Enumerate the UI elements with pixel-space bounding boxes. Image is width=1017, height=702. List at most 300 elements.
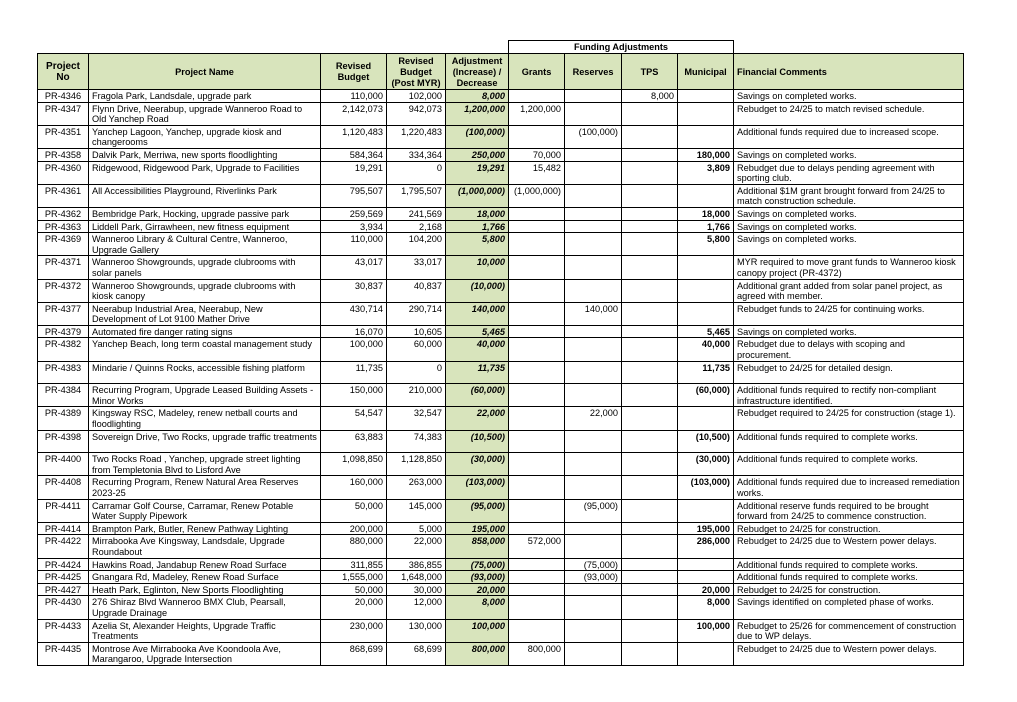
cell-tps (622, 207, 678, 220)
cell-project-name: Wanneroo Library & Cultural Centre, Wanneroo, Upgrade Gallery (89, 233, 321, 256)
cell-financial-comment: Savings on completed works. (734, 233, 964, 256)
cell-revised-budget-myr: 68,699 (387, 642, 446, 665)
cell-financial-comment: Additional funds required due to increased scope. (734, 125, 964, 148)
cell-project-name: Automated fire danger rating signs (89, 325, 321, 338)
cell-grants (509, 596, 565, 619)
cell-tps (622, 325, 678, 338)
cell-revised-budget-myr: 32,547 (387, 407, 446, 430)
cell-revised-budget: 50,000 (321, 499, 387, 522)
cell-municipal (678, 558, 734, 571)
cell-tps (622, 571, 678, 584)
cell-tps (622, 220, 678, 233)
cell-adjustment: (60,000) (446, 384, 509, 407)
cell-revised-budget-myr: 210,000 (387, 384, 446, 407)
cell-project-name: Flynn Drive, Neerabup, upgrade Wanneroo Road to Old Yanchep Road (89, 102, 321, 125)
cell-adjustment: 800,000 (446, 642, 509, 665)
cell-municipal (678, 642, 734, 665)
cell-grants (509, 302, 565, 325)
cell-reserves (565, 338, 622, 361)
cell-project-no: PR-4389 (38, 407, 89, 430)
cell-revised-budget: 11,735 (321, 361, 387, 384)
cell-revised-budget: 110,000 (321, 233, 387, 256)
col-header-project-no: Project No (38, 54, 89, 90)
cell-project-name: Mindarie / Quinns Rocks, accessible fishing platform (89, 361, 321, 384)
cell-financial-comment: Rebudget to 24/25 for construction. (734, 583, 964, 596)
table-row (38, 583, 964, 596)
table-row (38, 522, 964, 535)
cell-tps (622, 596, 678, 619)
cell-project-name: 276 Shiraz Blvd Wanneroo BMX Club, Pearsall, Upgrade Drainage (89, 596, 321, 619)
cell-revised-budget: 311,855 (321, 558, 387, 571)
cell-revised-budget-myr: 290,714 (387, 302, 446, 325)
cell-revised-budget-myr: 1,128,850 (387, 453, 446, 476)
cell-grants (509, 220, 565, 233)
cell-revised-budget: 63,883 (321, 430, 387, 453)
cell-tps (622, 642, 678, 665)
cell-municipal: (30,000) (678, 453, 734, 476)
cell-adjustment: (1,000,000) (446, 184, 509, 207)
cell-project-name: Sovereign Drive, Two Rocks, upgrade traffic treatments (89, 430, 321, 453)
cell-revised-budget: 1,120,483 (321, 125, 387, 148)
cell-project-no: PR-4383 (38, 361, 89, 384)
cell-municipal (678, 571, 734, 584)
cell-financial-comment: Rebudget to 24/25 to match revised schedule. (734, 102, 964, 125)
table-row (38, 90, 964, 103)
cell-project-name: Gnangara Rd, Madeley, Renew Road Surface (89, 571, 321, 584)
cell-grants (509, 256, 565, 279)
cell-revised-budget: 230,000 (321, 619, 387, 642)
cell-financial-comment: Rebudget to 25/26 for commencement of construction due to WP delays. (734, 619, 964, 642)
cell-financial-comment: Additional funds required to complete works. (734, 430, 964, 453)
cell-adjustment: (103,000) (446, 476, 509, 499)
cell-project-no: PR-4384 (38, 384, 89, 407)
cell-project-no: PR-4351 (38, 125, 89, 148)
cell-financial-comment: Rebudget due to delays pending agreement with sporting club. (734, 161, 964, 184)
cell-revised-budget: 430,714 (321, 302, 387, 325)
table-row (38, 535, 964, 558)
cell-project-name: Liddell Park, Girrawheen, new fitness equipment (89, 220, 321, 233)
cell-project-no: PR-4361 (38, 184, 89, 207)
cell-financial-comment: Rebudget to 24/25 for construction. (734, 522, 964, 535)
cell-reserves (565, 619, 622, 642)
cell-project-no: PR-4379 (38, 325, 89, 338)
cell-revised-budget-myr: 40,837 (387, 279, 446, 302)
cell-municipal (678, 90, 734, 103)
cell-project-name: Neerabup Industrial Area, Neerabup, New Development of Lot 9100 Mather Drive (89, 302, 321, 325)
cell-financial-comment: Additional funds required to complete works. (734, 558, 964, 571)
cell-revised-budget-myr: 1,795,507 (387, 184, 446, 207)
cell-project-no: PR-4382 (38, 338, 89, 361)
table-row (38, 642, 964, 665)
cell-municipal: 1,766 (678, 220, 734, 233)
cell-reserves (565, 361, 622, 384)
cell-tps (622, 522, 678, 535)
cell-revised-budget-myr: 334,364 (387, 148, 446, 161)
cell-project-no: PR-4347 (38, 102, 89, 125)
cell-revised-budget-myr: 130,000 (387, 619, 446, 642)
cell-project-no: PR-4425 (38, 571, 89, 584)
cell-tps (622, 102, 678, 125)
cell-revised-budget-myr: 5,000 (387, 522, 446, 535)
cell-project-no: PR-4422 (38, 535, 89, 558)
cell-tps (622, 453, 678, 476)
cell-revised-budget-myr: 0 (387, 361, 446, 384)
cell-revised-budget-myr: 10,605 (387, 325, 446, 338)
cell-project-no: PR-4435 (38, 642, 89, 665)
cell-project-name: All Accessibilities Playground, Riverlinks Park (89, 184, 321, 207)
cell-adjustment: 10,000 (446, 256, 509, 279)
col-header-financial-comments: Financial Comments (734, 54, 964, 90)
cell-municipal (678, 499, 734, 522)
cell-financial-comment: Rebudget due to delays with scoping and procurement. (734, 338, 964, 361)
cell-revised-budget-myr: 942,073 (387, 102, 446, 125)
cell-tps (622, 184, 678, 207)
cell-tps (622, 558, 678, 571)
cell-grants (509, 583, 565, 596)
cell-revised-budget-myr: 2,168 (387, 220, 446, 233)
cell-grants (509, 325, 565, 338)
cell-municipal: 40,000 (678, 338, 734, 361)
cell-project-no: PR-4358 (38, 148, 89, 161)
cell-municipal: 11,735 (678, 361, 734, 384)
table-row (38, 558, 964, 571)
cell-adjustment: 8,000 (446, 90, 509, 103)
cell-project-name: Bembridge Park, Hocking, upgrade passive park (89, 207, 321, 220)
cell-revised-budget-myr: 1,648,000 (387, 571, 446, 584)
cell-grants (509, 233, 565, 256)
cell-adjustment: (10,000) (446, 279, 509, 302)
cell-grants (509, 207, 565, 220)
table-row (38, 207, 964, 220)
cell-adjustment: 22,000 (446, 407, 509, 430)
cell-grants (509, 279, 565, 302)
col-header-revised-budget-myr: Revised Budget (Post MYR) (387, 54, 446, 90)
cell-municipal (678, 256, 734, 279)
cell-project-name: Ridgewood, Ridgewood Park, Upgrade to Facilities (89, 161, 321, 184)
cell-project-name: Mirrabooka Ave Kingsway, Landsdale, Upgrade Roundabout (89, 535, 321, 558)
cell-adjustment: 1,200,000 (446, 102, 509, 125)
cell-revised-budget: 30,837 (321, 279, 387, 302)
cell-reserves (565, 535, 622, 558)
table-row (38, 256, 964, 279)
cell-tps (622, 279, 678, 302)
col-header-reserves: Reserves (565, 54, 622, 90)
cell-adjustment: 1,766 (446, 220, 509, 233)
cell-grants (509, 430, 565, 453)
cell-grants (509, 499, 565, 522)
cell-adjustment: 40,000 (446, 338, 509, 361)
cell-project-name: Fragola Park, Landsdale, upgrade park (89, 90, 321, 103)
cell-grants (509, 619, 565, 642)
cell-tps (622, 476, 678, 499)
cell-project-no: PR-4400 (38, 453, 89, 476)
cell-adjustment: (93,000) (446, 571, 509, 584)
cell-reserves (565, 207, 622, 220)
cell-financial-comment: Additional $1M grant brought forward from 24/25 to match construction schedule. (734, 184, 964, 207)
cell-reserves (565, 279, 622, 302)
cell-municipal: (60,000) (678, 384, 734, 407)
cell-project-name: Recurring Program, Upgrade Leased Building Assets - Minor Works (89, 384, 321, 407)
cell-revised-budget: 54,547 (321, 407, 387, 430)
table-row (38, 619, 964, 642)
cell-municipal (678, 279, 734, 302)
cell-municipal: 5,465 (678, 325, 734, 338)
cell-grants (509, 453, 565, 476)
cell-revised-budget-myr: 386,855 (387, 558, 446, 571)
cell-adjustment: (100,000) (446, 125, 509, 148)
cell-revised-budget-myr: 60,000 (387, 338, 446, 361)
funding-adjustments-group-header: Funding Adjustments (509, 41, 734, 54)
cell-municipal: 20,000 (678, 583, 734, 596)
col-header-municipal: Municipal (678, 54, 734, 90)
cell-revised-budget: 3,934 (321, 220, 387, 233)
cell-project-no: PR-4360 (38, 161, 89, 184)
cell-tps (622, 148, 678, 161)
cell-tps (622, 125, 678, 148)
cell-adjustment: 195,000 (446, 522, 509, 535)
cell-reserves (565, 476, 622, 499)
cell-project-no: PR-4430 (38, 596, 89, 619)
header-spacer (38, 41, 509, 54)
cell-municipal: 286,000 (678, 535, 734, 558)
cell-reserves: (95,000) (565, 499, 622, 522)
cell-financial-comment: Additional funds required to rectify non-compliant infrastructure identified. (734, 384, 964, 407)
cell-grants (509, 571, 565, 584)
cell-revised-budget-myr: 74,383 (387, 430, 446, 453)
cell-revised-budget: 1,555,000 (321, 571, 387, 584)
cell-financial-comment: Savings on completed works. (734, 207, 964, 220)
cell-grants (509, 522, 565, 535)
cell-tps (622, 535, 678, 558)
cell-revised-budget: 880,000 (321, 535, 387, 558)
cell-revised-budget: 16,070 (321, 325, 387, 338)
cell-municipal: 18,000 (678, 207, 734, 220)
cell-adjustment: (30,000) (446, 453, 509, 476)
cell-municipal: 100,000 (678, 619, 734, 642)
cell-adjustment: 140,000 (446, 302, 509, 325)
cell-grants (509, 407, 565, 430)
cell-grants: 572,000 (509, 535, 565, 558)
cell-adjustment: 5,800 (446, 233, 509, 256)
cell-revised-budget: 110,000 (321, 90, 387, 103)
cell-revised-budget: 259,569 (321, 207, 387, 220)
cell-grants: (1,000,000) (509, 184, 565, 207)
cell-revised-budget: 795,507 (321, 184, 387, 207)
table-row (38, 499, 964, 522)
cell-municipal: 195,000 (678, 522, 734, 535)
table-row (38, 102, 964, 125)
cell-municipal (678, 407, 734, 430)
cell-reserves (565, 161, 622, 184)
cell-adjustment: (95,000) (446, 499, 509, 522)
cell-revised-budget: 2,142,073 (321, 102, 387, 125)
cell-adjustment: 5,465 (446, 325, 509, 338)
cell-reserves (565, 453, 622, 476)
cell-reserves: 140,000 (565, 302, 622, 325)
cell-financial-comment: Additional funds required to complete works. (734, 453, 964, 476)
table-row (38, 125, 964, 148)
cell-project-no: PR-4369 (38, 233, 89, 256)
cell-project-no: PR-4411 (38, 499, 89, 522)
cell-revised-budget: 19,291 (321, 161, 387, 184)
table-row (38, 384, 964, 407)
cell-revised-budget-myr: 263,000 (387, 476, 446, 499)
cell-grants: 70,000 (509, 148, 565, 161)
cell-financial-comment: Rebudget to 24/25 due to Western power delays. (734, 535, 964, 558)
table-row (38, 233, 964, 256)
cell-reserves (565, 148, 622, 161)
table-row (38, 220, 964, 233)
cell-financial-comment: Savings on completed works. (734, 220, 964, 233)
cell-grants: 1,200,000 (509, 102, 565, 125)
cell-project-name: Hawkins Road, Jandabup Renew Road Surface (89, 558, 321, 571)
cell-municipal (678, 184, 734, 207)
header-spacer-right (734, 41, 964, 54)
cell-reserves (565, 522, 622, 535)
funding-adjustments-table (37, 40, 964, 666)
cell-municipal: 180,000 (678, 148, 734, 161)
cell-revised-budget: 200,000 (321, 522, 387, 535)
cell-project-name: Heath Park, Eglinton, New Sports Floodlighting (89, 583, 321, 596)
cell-municipal (678, 125, 734, 148)
cell-grants (509, 558, 565, 571)
cell-financial-comment: Rebudget funds to 24/25 for continuing works. (734, 302, 964, 325)
col-header-adjustment: Adjustment (Increase) / Decrease (446, 54, 509, 90)
col-header-tps: TPS (622, 54, 678, 90)
cell-project-no: PR-4372 (38, 279, 89, 302)
cell-reserves (565, 596, 622, 619)
cell-reserves (565, 384, 622, 407)
cell-tps (622, 302, 678, 325)
cell-financial-comment: Savings on completed works. (734, 325, 964, 338)
cell-revised-budget: 160,000 (321, 476, 387, 499)
cell-municipal: (103,000) (678, 476, 734, 499)
cell-reserves (565, 642, 622, 665)
cell-municipal: 8,000 (678, 596, 734, 619)
cell-revised-budget: 1,098,850 (321, 453, 387, 476)
cell-financial-comment: Rebudget to 24/25 due to Western power delays. (734, 642, 964, 665)
cell-reserves: (75,000) (565, 558, 622, 571)
cell-revised-budget-myr: 22,000 (387, 535, 446, 558)
cell-financial-comment: Additional funds required due to increased remediation works. (734, 476, 964, 499)
cell-tps (622, 619, 678, 642)
table-row (38, 407, 964, 430)
cell-reserves (565, 233, 622, 256)
table-row (38, 476, 964, 499)
cell-financial-comment: Additional grant added from solar panel project, as agreed with member. (734, 279, 964, 302)
cell-project-no: PR-4414 (38, 522, 89, 535)
table-row (38, 361, 964, 384)
cell-project-name: Recurring Program, Renew Natural Area Reserves 2023-25 (89, 476, 321, 499)
cell-grants (509, 338, 565, 361)
cell-project-no: PR-4424 (38, 558, 89, 571)
cell-project-no: PR-4362 (38, 207, 89, 220)
table-row (38, 302, 964, 325)
cell-grants (509, 361, 565, 384)
cell-reserves (565, 256, 622, 279)
table-row (38, 571, 964, 584)
cell-adjustment: 11,735 (446, 361, 509, 384)
cell-reserves (565, 90, 622, 103)
cell-project-no: PR-4346 (38, 90, 89, 103)
budget-adjustments-sheet (37, 40, 964, 666)
cell-project-no: PR-4363 (38, 220, 89, 233)
cell-project-name: Wanneroo Showgrounds, upgrade clubrooms with kiosk canopy (89, 279, 321, 302)
cell-tps (622, 256, 678, 279)
cell-tps (622, 161, 678, 184)
cell-financial-comment: Rebudget to 24/25 for detailed design. (734, 361, 964, 384)
cell-reserves (565, 430, 622, 453)
cell-project-no: PR-4371 (38, 256, 89, 279)
table-row (38, 161, 964, 184)
cell-adjustment: 18,000 (446, 207, 509, 220)
cell-revised-budget-myr: 241,569 (387, 207, 446, 220)
cell-revised-budget-myr: 145,000 (387, 499, 446, 522)
cell-project-name: Dalvik Park, Merriwa, new sports floodlighting (89, 148, 321, 161)
cell-adjustment: 858,000 (446, 535, 509, 558)
cell-municipal (678, 102, 734, 125)
cell-project-name: Carramar Golf Course, Carramar, Renew Potable Water Supply Pipework (89, 499, 321, 522)
cell-adjustment: 19,291 (446, 161, 509, 184)
cell-project-name: Azelia St, Alexander Heights, Upgrade Traffic Treatments (89, 619, 321, 642)
cell-revised-budget: 150,000 (321, 384, 387, 407)
cell-project-name: Yanchep Lagoon, Yanchep, upgrade kiosk and changerooms (89, 125, 321, 148)
cell-tps (622, 384, 678, 407)
table-row (38, 148, 964, 161)
cell-tps: 8,000 (622, 90, 678, 103)
cell-adjustment: (10,500) (446, 430, 509, 453)
cell-revised-budget: 43,017 (321, 256, 387, 279)
table-body (38, 90, 964, 666)
cell-tps (622, 338, 678, 361)
cell-project-name: Kingsway RSC, Madeley, renew netball courts and floodlighting (89, 407, 321, 430)
cell-reserves (565, 184, 622, 207)
cell-municipal: 3,809 (678, 161, 734, 184)
cell-grants: 15,482 (509, 161, 565, 184)
cell-revised-budget: 584,364 (321, 148, 387, 161)
cell-revised-budget-myr: 102,000 (387, 90, 446, 103)
cell-municipal: 5,800 (678, 233, 734, 256)
col-header-project-name: Project Name (89, 54, 321, 90)
cell-reserves (565, 220, 622, 233)
cell-revised-budget-myr: 104,200 (387, 233, 446, 256)
cell-tps (622, 499, 678, 522)
col-header-grants: Grants (509, 54, 565, 90)
cell-financial-comment: Additional reserve funds required to be brought forward from 24/25 to commence construction. (734, 499, 964, 522)
cell-financial-comment: Savings on completed works. (734, 90, 964, 103)
cell-project-no: PR-4398 (38, 430, 89, 453)
cell-grants (509, 125, 565, 148)
table-row (38, 184, 964, 207)
table-row (38, 596, 964, 619)
table-row (38, 325, 964, 338)
cell-adjustment: 100,000 (446, 619, 509, 642)
cell-project-name: Brampton Park, Butler, Renew Pathway Lighting (89, 522, 321, 535)
cell-tps (622, 430, 678, 453)
cell-revised-budget-myr: 1,220,483 (387, 125, 446, 148)
cell-project-no: PR-4427 (38, 583, 89, 596)
col-header-revised-budget: Revised Budget (321, 54, 387, 90)
cell-project-name: Two Rocks Road , Yanchep, upgrade street lighting from Templetonia Blvd to Lisford Ave (89, 453, 321, 476)
cell-financial-comment: Savings on completed works. (734, 148, 964, 161)
cell-reserves: 22,000 (565, 407, 622, 430)
cell-project-no: PR-4408 (38, 476, 89, 499)
cell-revised-budget: 50,000 (321, 583, 387, 596)
table-row (38, 338, 964, 361)
cell-revised-budget: 20,000 (321, 596, 387, 619)
cell-grants (509, 384, 565, 407)
cell-project-name: Yanchep Beach, long term coastal management study (89, 338, 321, 361)
